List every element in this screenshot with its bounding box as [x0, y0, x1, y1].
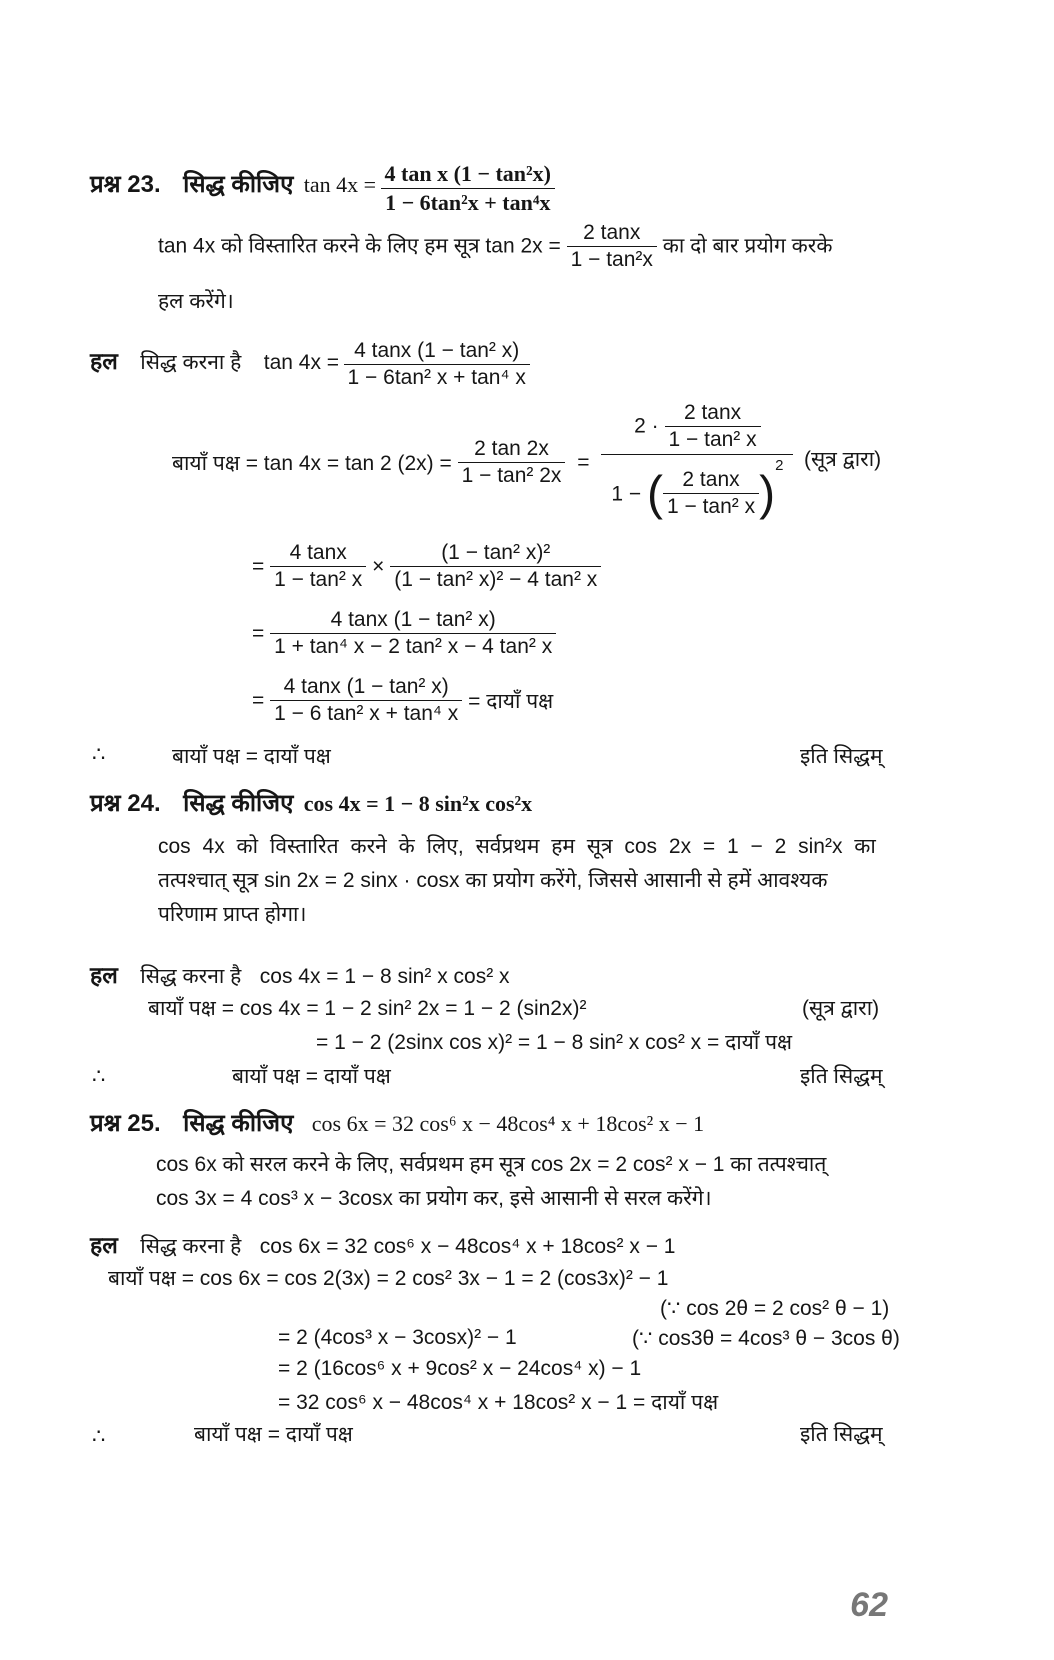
q24-sol-prove: सिद्ध करना है — [140, 965, 242, 988]
q24-solution-head — [90, 958, 510, 990]
q23-step1-note: (सूत्र द्वारा) — [804, 448, 882, 471]
q23-step2-times: × — [372, 554, 385, 578]
q23-step1-den: 1 − tan² 2x — [461, 464, 562, 488]
q23-step1-big-num-frac — [665, 400, 761, 454]
q24-label: प्रश्न 24. — [90, 790, 161, 817]
q23-step2-n1: 4 tanx — [270, 540, 366, 567]
q23-step2-d2: (1 − tan² x)² − 4 tan² x — [394, 568, 598, 592]
q23-sol-num: 4 tanx (1 − tan² x) — [344, 338, 530, 365]
q23-step1-big-num-fn: 2 tanx — [665, 400, 761, 427]
q24-conclusion: बायाँ पक्ष = दायाँ पक्ष — [232, 1065, 391, 1088]
q23-step1-left-paren: ( — [646, 466, 663, 520]
q23-step4-frac — [270, 674, 462, 728]
q25-prove: सिद्ध कीजिए — [183, 1110, 294, 1137]
q24-therefore: ∴ — [92, 1065, 106, 1088]
q23-fraction — [381, 160, 555, 216]
q23-iti-siddham: इति सिद्धम् — [800, 745, 883, 768]
q23-hint-c: हल करेंगे। — [158, 290, 234, 313]
q23-step2-n2: (1 − tan² x)² — [390, 540, 601, 567]
q25-line3: = 2 (16cos⁶ x + 9cos² x − 24cos⁴ x) − 1 — [278, 1357, 642, 1380]
q23-hint-b: का दो बार प्रयोग करके — [662, 234, 833, 258]
q25-solution-head — [90, 1228, 675, 1260]
q23-hint-a: tan 4x को विस्तारित करने के लिए हम सूत्र tan 2x = — [158, 234, 561, 258]
q24-line1: बायाँ पक्ष = cos 4x = 1 − 2 sin² 2x = 1 − 2 (sin2x)² — [148, 997, 587, 1020]
q23-step3-eq: = — [252, 621, 265, 645]
q23-sol-fraction — [344, 338, 530, 392]
q23-step1-big-den-fn: 2 tanx — [663, 467, 759, 494]
q24-prove: सिद्ध कीजिए — [183, 790, 294, 817]
page-number: 62 — [850, 1586, 888, 1624]
q23-step3-num: 4 tanx (1 − tan² x) — [270, 607, 556, 634]
q23-step1-num: 2 tan 2x — [458, 436, 566, 463]
q24-hint-line2: तत्पश्चात् सूत्र sin 2x = 2 sinx · cosx का प्रयोग करेंगे, जिससे आसानी से हमें आवश्यक — [158, 869, 828, 892]
q25-heading — [90, 1106, 704, 1139]
q23-sol-prove: सिद्ध करना है — [140, 350, 242, 374]
q23-step1-big-den-frac — [663, 467, 759, 521]
q24-heading — [90, 786, 532, 819]
q23-solution-head — [90, 338, 530, 392]
q23-step1-big-den — [601, 455, 793, 526]
q25-sol-prove: सिद्ध करना है — [140, 1235, 242, 1258]
q25-line2: = 2 (4cos³ x − 3cosx)² − 1 — [278, 1326, 517, 1349]
q25-sol-statement: cos 6x = 32 cos⁶ x − 48cos⁴ x + 18cos² x − 1 — [259, 1235, 676, 1258]
q23-step4-eq: = — [252, 688, 265, 712]
q25-conclusion: बायाँ पक्ष = दायाँ पक्ष — [194, 1423, 353, 1446]
q23-step2-d1: 1 − tan² x — [274, 568, 363, 592]
q23-step2-frac2 — [390, 540, 601, 594]
q23-step3 — [252, 607, 556, 661]
q23-step2-frac1 — [270, 540, 366, 594]
q23-hint-fraction — [567, 220, 657, 274]
q23-sol-den: 1 − 6tan² x + tan⁴ x — [347, 366, 526, 390]
q23-therefore: ∴ — [92, 743, 106, 766]
q23-step1 — [172, 400, 793, 526]
q25-hint-line1: cos 6x को सरल करने के लिए, सर्वप्रथम हम सूत्र cos 2x = 2 cos² x − 1 का तत्पश्चात् — [156, 1153, 827, 1176]
q25-therefore: ∴ — [92, 1425, 106, 1448]
q23-conclusion: बायाँ पक्ष = दायाँ पक्ष — [172, 745, 331, 768]
q25-iti-siddham: इति सिद्धम् — [800, 1423, 883, 1446]
q23-step1-right-paren: ) — [759, 466, 776, 520]
q24-line1-note: (सूत्र द्वारा) — [802, 997, 880, 1020]
q23-heading — [90, 160, 555, 216]
q23-step1-big-den-fd: 1 − tan² x — [666, 495, 756, 519]
q23-hint-num: 2 tanx — [567, 220, 657, 247]
q23-step4 — [252, 674, 553, 728]
q25-line4: = 32 cos⁶ x − 48cos⁴ x + 18cos² x − 1 = दायाँ पक्ष — [278, 1391, 719, 1414]
q23-hint-line1 — [158, 220, 832, 274]
q23-step1-big-fraction — [601, 400, 793, 526]
q25-line1: बायाँ पक्ष = cos 6x = cos 2(3x) = 2 cos² 3x − 1 = 2 (cos3x)² − 1 — [108, 1267, 669, 1290]
q23-step2 — [252, 540, 601, 594]
q24-statement: cos 4x = 1 − 8 sin²x cos²x — [303, 791, 533, 816]
q23-step1-a: बायाँ पक्ष = tan 4x = tan 2 (2x) = — [172, 451, 452, 475]
q23-hint-den: 1 − tan²x — [570, 248, 653, 272]
q23-denominator: 1 − 6tan²x + tan⁴x — [385, 189, 551, 215]
q23-numerator: 4 tan x (1 − tan²x) — [381, 160, 555, 189]
q23-label: प्रश्न 23. — [90, 171, 161, 199]
q23-step1-eq: = — [577, 450, 590, 474]
q25-note2: (∵ cos3θ = 4cos³ θ − 3cos θ) — [632, 1327, 900, 1350]
q23-step1-big-num — [601, 400, 793, 455]
q25-hint-line2: cos 3x = 4 cos³ x − 3cosx का प्रयोग कर, इसे आसानी से सरल करेंगे। — [156, 1187, 712, 1210]
q25-sol-label: हल — [90, 1232, 118, 1258]
q23-sol-label: हल — [90, 347, 118, 374]
q25-note1: (∵ cos 2θ = 2 cos² θ − 1) — [660, 1297, 890, 1320]
q23-step1-big-num-fd: 1 − tan² x — [668, 428, 757, 452]
q23-step1-fraction — [458, 436, 566, 490]
q24-hint-line3: परिणाम प्राप्त होगा। — [158, 903, 307, 926]
q24-sol-label: हल — [90, 962, 118, 988]
q24-iti-siddham: इति सिद्धम् — [800, 1065, 883, 1088]
q23-step4-den: 1 − 6 tan² x + tan⁴ x — [274, 702, 459, 726]
q23-step2-eq: = — [252, 554, 265, 578]
q24-line2: = 1 − 2 (2sinx cos x)² = 1 − 8 sin² x cos² x = दायाँ पक्ष — [316, 1031, 793, 1054]
q23-step3-frac — [270, 607, 556, 661]
q23-step4-num: 4 tanx (1 − tan² x) — [270, 674, 462, 701]
q25-label: प्रश्न 25. — [90, 1110, 161, 1137]
q23-prove: सिद्ध कीजिए — [183, 171, 294, 199]
q23-step1-big-num-a: 2 · — [634, 414, 659, 438]
q25-statement: cos 6x = 32 cos⁶ x − 48cos⁴ x + 18cos² x − 1 — [311, 1111, 705, 1136]
q23-step4-rhs: = दायाँ पक्ष — [468, 689, 554, 713]
q23-lhs: tan 4x = — [303, 172, 377, 198]
q24-sol-statement: cos 4x = 1 − 8 sin² x cos² x — [259, 965, 510, 988]
q24-hint-line1: cos 4x को विस्तारित करने के लिए, सर्वप्रथम हम सूत्र cos 2x = 1 − 2 sin²x का — [158, 835, 876, 858]
q23-step1-big-den-a: 1 − — [611, 481, 642, 505]
q23-step1-pow: 2 — [775, 456, 784, 474]
q23-step3-den: 1 + tan⁴ x − 2 tan² x − 4 tan² x — [274, 635, 553, 659]
q23-sol-lhs: tan 4x = — [263, 350, 340, 374]
